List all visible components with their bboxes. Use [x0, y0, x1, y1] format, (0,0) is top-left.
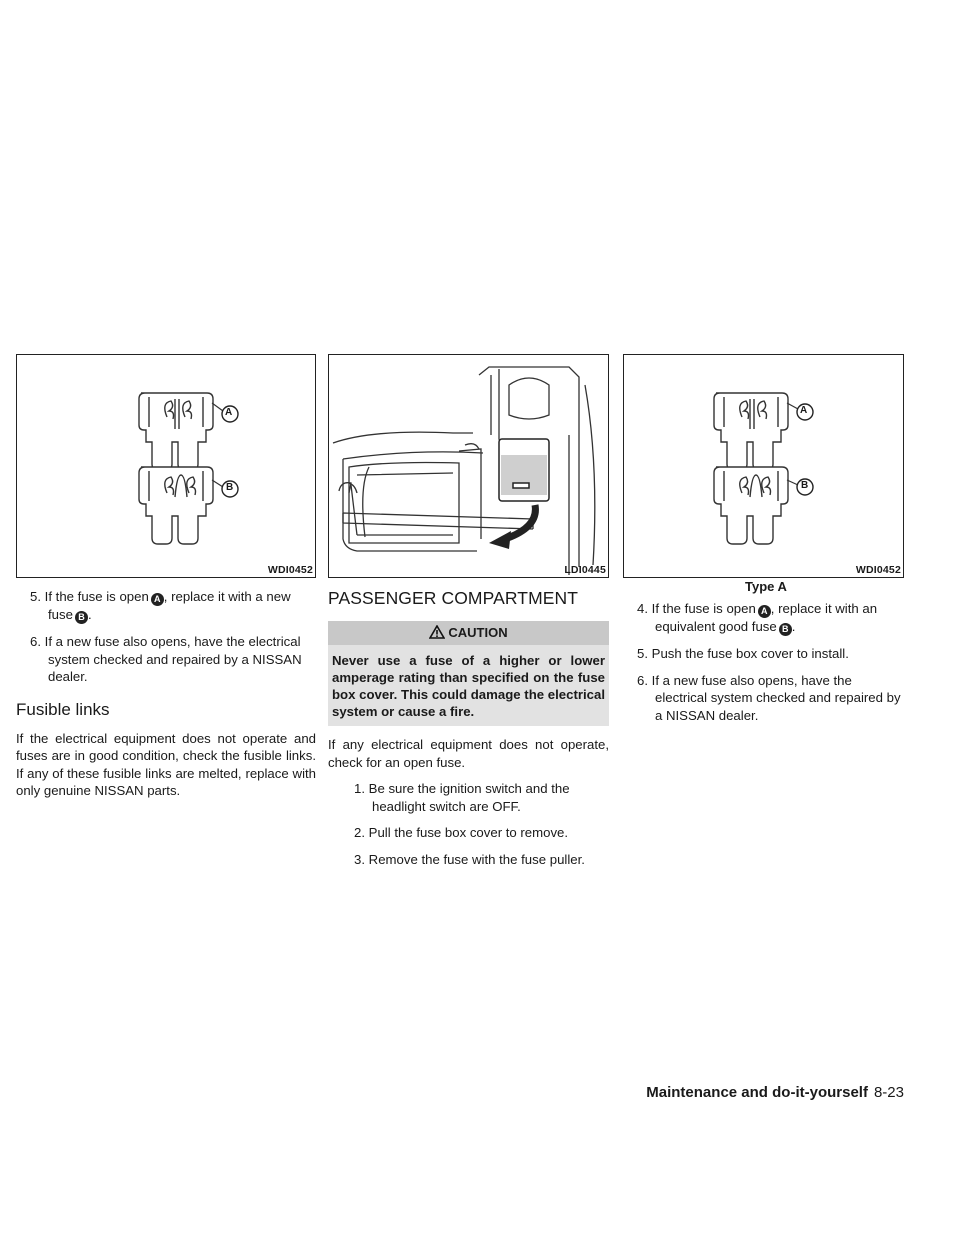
circle-a-marker: A [151, 593, 164, 606]
passenger-compartment-heading: PASSENGER COMPARTMENT [328, 588, 579, 608]
callout-a-label: A [225, 407, 233, 418]
callout-a-label: A [800, 405, 808, 416]
step-3: 3. Remove the fuse with the fuse puller. [354, 851, 585, 867]
circle-a-marker: A [758, 605, 771, 618]
step-4: 4. If the fuse is open A , replace it with an equivalent good fuse B . [637, 601, 878, 634]
caution-text: Never use a fuse of a higher or lower amperage rating than specified on the fuse box cover. This could damage the electrical system or cause a fire. [328, 645, 609, 726]
section-name: Maintenance and do-it-yourself [646, 1084, 868, 1101]
page-number: 8-23 [873, 1084, 904, 1101]
column-middle [328, 354, 609, 877]
page-footer [604, 1084, 904, 1101]
figure-caption: Type A [745, 579, 787, 594]
column-right [623, 354, 904, 733]
column-left [16, 354, 316, 809]
figure-code: WDI0452 [855, 564, 901, 576]
figure-code: LDI0445 [564, 564, 606, 576]
step-5: 5. If the fuse is open A , replace it with a new fuse B . [30, 589, 291, 622]
circle-b-marker: B [779, 623, 792, 636]
callout-b-label: B [801, 480, 809, 491]
warning-icon [429, 625, 445, 642]
callout-b-label: B [226, 482, 234, 493]
step-6: 6. If a new fuse also opens, have the electrical system checked and repaired by a NISSAN dealer. [637, 672, 901, 723]
fusible-links-text: If the electrical equipment does not operate and fuses are in good condition, check the fusible links. If any of these fusible links are melted, replace with only genuine NISSAN parts. [16, 730, 316, 798]
fusible-links-heading: Fusible links [16, 699, 110, 719]
fuse-illustration [17, 355, 314, 577]
caution-header [328, 621, 609, 645]
fuse-illustration [624, 355, 902, 577]
step-5: 5. Push the fuse box cover to install. [637, 646, 849, 661]
passenger-compartment-figure [328, 354, 609, 578]
caution-label: CAUTION [448, 625, 508, 640]
step-6: 6. If a new fuse also opens, have the electrical system checked and repaired by a NISSAN dealer. [30, 634, 302, 684]
circle-b-marker: B [75, 611, 88, 624]
glovebox-illustration [329, 355, 607, 577]
fuse-figure-1 [16, 354, 316, 578]
step-1: 1. Be sure the ignition switch and the headlight switch are OFF. [354, 781, 570, 814]
intro-text: If any electrical equipment does not operate, check for an open fuse. [328, 737, 609, 770]
step-2: 2. Pull the fuse box cover to remove. [354, 825, 569, 840]
figure-code: WDI0452 [267, 564, 313, 576]
fuse-figure-2 [623, 354, 904, 578]
